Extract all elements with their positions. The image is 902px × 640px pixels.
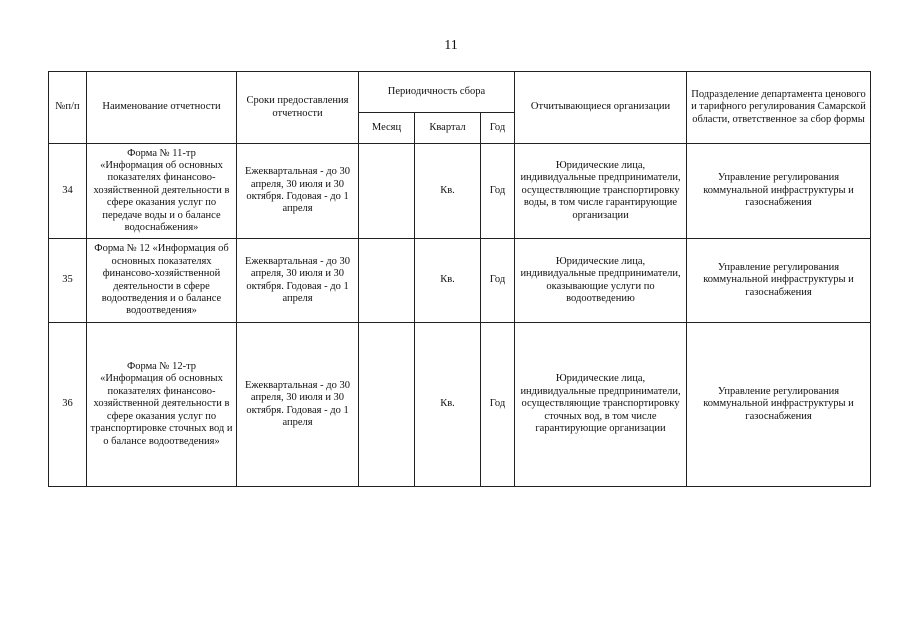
department-cell: Управление регулирования коммунальной инфраструктуры и газоснабжения	[687, 323, 871, 487]
row-num: 34	[49, 144, 87, 239]
header-quarter: Квартал	[415, 113, 481, 144]
header-month: Месяц	[359, 113, 415, 144]
month-cell	[359, 144, 415, 239]
deadline-cell: Ежеквартальная - до 30 апреля, 30 июля и 30 октября. Годовая - до 1 апреля	[237, 323, 359, 487]
header-frequency: Периодичность сбора	[359, 72, 515, 113]
year-cell: Год	[481, 144, 515, 239]
quarter-cell: Кв.	[415, 144, 481, 239]
department-cell: Управление регулирования коммунальной инфраструктуры и газоснабжения	[687, 144, 871, 239]
form-title: Форма № 11-тр	[127, 147, 196, 159]
deadline-cell: Ежеквартальная - до 30 апреля, 30 июля и 30 октября. Годовая - до 1 апреля	[237, 239, 359, 323]
header-department: Подразделение департамента ценового и тарифного регулирования Самарской области, ответственное за сбор формы	[687, 72, 871, 144]
page-number: 11	[444, 38, 458, 53]
form-title: Форма № 12-тр	[126, 361, 197, 373]
orgs-cell: Юридические лица, индивидуальные предприниматели, осуществляющие транспортировку воды, в том числе гарантирующие организации	[515, 144, 687, 239]
header-name: Наименование отчетности	[87, 72, 237, 144]
department-cell: Управление регулирования коммунальной инфраструктуры и газоснабжения	[687, 239, 871, 323]
quarter-cell: Кв.	[415, 323, 481, 487]
form-description: «Информация об основных показателях финансово-хозяйственной деятельности в сфере оказания услуг по передаче воды и о балансе водоснабжения»	[93, 159, 230, 234]
year-cell: Год	[481, 323, 515, 487]
row-num: 35	[49, 239, 87, 323]
header-orgs: Отчитывающиеся организации	[515, 72, 687, 144]
form-description: «Информация об основных показателях финансово-хозяйственной деятельности в сфере оказания услуг по транспортировке сточных вод и о балансе водоотведения»	[90, 373, 233, 447]
orgs-cell: Юридические лица, индивидуальные предприниматели, оказывающие услуги по водоотведению	[515, 239, 687, 323]
reporting-forms-table	[48, 71, 871, 487]
header-deadline: Сроки предоставления отчетности	[237, 72, 359, 144]
month-cell	[359, 323, 415, 487]
report-name-cell	[87, 323, 237, 487]
table-row	[49, 144, 871, 239]
header-num: №п/п	[49, 72, 87, 144]
quarter-cell: Кв.	[415, 239, 481, 323]
header-year: Год	[481, 113, 515, 144]
table-row	[49, 239, 871, 323]
report-name-cell	[87, 239, 237, 323]
row-num: 36	[49, 323, 87, 487]
form-title: Форма № 12 «Информация об основных показателях финансово-хозяйственной деятельности в сфере водоотведения и о балансе водоотведения»	[94, 243, 229, 317]
table-row	[49, 323, 871, 487]
month-cell	[359, 239, 415, 323]
header-row	[49, 72, 871, 113]
deadline-cell: Ежеквартальная - до 30 апреля, 30 июля и 30 октября. Годовая - до 1 апреля	[237, 144, 359, 239]
orgs-cell: Юридические лица, индивидуальные предприниматели, осуществляющие транспортировку сточных вод, в том числе гарантирующие организации	[515, 323, 687, 487]
report-name-cell	[87, 144, 237, 239]
year-cell: Год	[481, 239, 515, 323]
